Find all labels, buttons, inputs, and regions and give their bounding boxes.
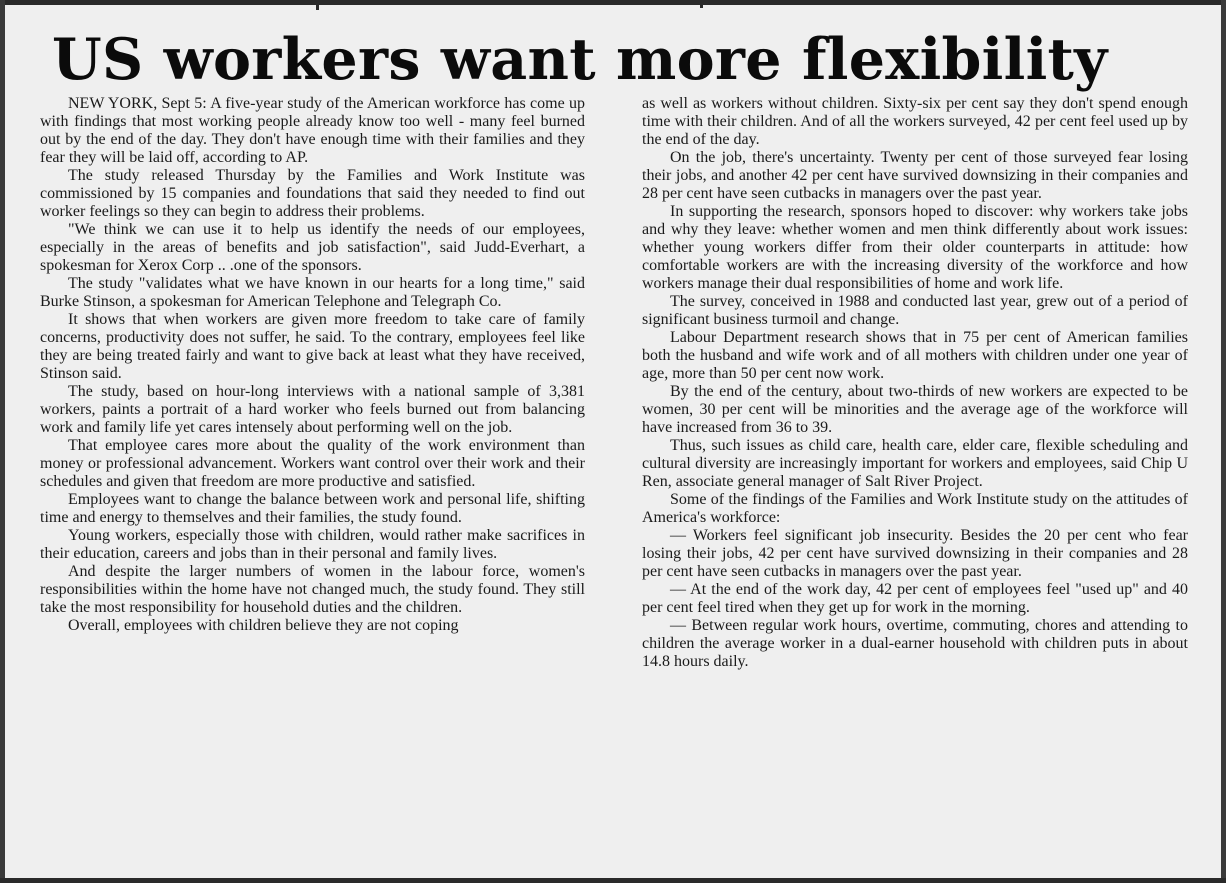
article-paragraph: The study, based on hour-long interviews with a national sample of 3,381 workers, paints a portrait of a hard worker who feels burned out from balancing work and family life yet cares intensely about performing well on the job. xyxy=(40,383,585,436)
top-border-rule xyxy=(0,0,1226,5)
article-paragraph: NEW YORK, Sept 5: A five-year study of the American workforce has come up with findings that most working people already know too well - many feel burned out by the end of the day. They don't have enough time with their families and they fear they will be laid off, according to AP. xyxy=(40,95,585,166)
finding-item: — Between regular work hours, overtime, commuting, chores and attending to children the average worker in a dual-earner household with children puts in about 14.8 hours daily. xyxy=(642,617,1188,670)
article-paragraph: By the end of the century, about two-thirds of new workers are expected to be women, 30 per cent will be minorities and the average age of the workforce will have increased from 36 to 39. xyxy=(642,383,1188,436)
article-paragraph: Overall, employees with children believe they are not coping xyxy=(68,617,459,634)
article-paragraph: as well as workers without children. Sixty-six per cent say they don't spend enough time with their children. And of all the workers surveyed, 42 per cent feel used up by the end of the day. xyxy=(642,95,1188,148)
article-paragraph: And despite the larger numbers of women in the labour force, women's responsibilities within the home have not changed much, the study found. They still take the most responsibility for household duties and the children. xyxy=(40,563,585,616)
top-border-tick xyxy=(700,0,703,8)
top-border-tick xyxy=(316,0,319,10)
article-paragraph: It shows that when workers are given more freedom to take care of family concerns, productivity does not suffer, he said. To the contrary, employees feel like they are being treated fairly and want to give back at least what they have received, Stinson said. xyxy=(40,311,585,382)
article-column-left xyxy=(40,95,585,635)
article-paragraph: Labour Department research shows that in 75 per cent of American families both the husband and wife work and of all mothers with children under one year of age, more than 50 per cent now work. xyxy=(642,329,1188,382)
article-paragraph: On the job, there's uncertainty. Twenty per cent of those surveyed fear losing their jobs, and another 42 per cent have survived downsizing in their companies and 28 per cent have seen cutbacks in managers over the past year. xyxy=(642,149,1188,202)
right-border-rule xyxy=(1221,0,1226,888)
article-paragraph: "We think we can use it to help us identify the needs of our employees, especially in the areas of benefits and job satisfaction", said Judd-Everhart, a spokesman for Xerox Corp .. .one of the sponsors. xyxy=(40,221,585,274)
article-headline: US workers want more flexibility xyxy=(52,26,1108,93)
article-paragraph: In supporting the research, sponsors hoped to discover: why workers take jobs and why they leave: whether women and men think differently about work issues: whether young workers differ from their older counterparts in attitude: how comfortable workers are with the increasing diversity of the workforce and how workers manage their dual responsibilities of home and work life. xyxy=(642,203,1188,292)
article-paragraph: Employees want to change the balance between work and personal life, shifting time and energy to themselves and their families, the study found. xyxy=(40,491,585,526)
left-border-rule xyxy=(0,0,5,888)
finding-item: — Workers feel significant job insecurity. Besides the 20 per cent who fear losing their jobs, 42 per cent have survived downsizing in their companies and 28 per cent have seen cutbacks in managers over the past year. xyxy=(642,527,1188,580)
article-paragraph: Thus, such issues as child care, health care, elder care, flexible scheduling and cultural diversity are increasingly important for workers and employees, said Chip U Ren, associate general manager of Salt River Project. xyxy=(642,437,1188,490)
finding-item: — At the end of the work day, 42 per cent of employees feel "used up" and 40 per cent feel tired when they get up for work in the morning. xyxy=(642,581,1188,616)
article-column-right xyxy=(642,95,1188,671)
article-paragraph: The study released Thursday by the Families and Work Institute was commissioned by 15 companies and foundations that said they needed to find out worker feelings so they can begin to address their problems. xyxy=(40,167,585,220)
article-paragraph: The study "validates what we have known in our hearts for a long time," said Burke Stinson, a spokesman for American Telephone and Telegraph Co. xyxy=(40,275,585,310)
article-paragraph: That employee cares more about the quality of the work environment than money or professional advancement. Workers want control over their work and their schedules and given that freedom are more productive and satisfied. xyxy=(40,437,585,490)
article-paragraph: The survey, conceived in 1988 and conducted last year, grew out of a period of significant business turmoil and change. xyxy=(642,293,1188,328)
bottom-margin-strip xyxy=(0,883,1226,888)
findings-intro: Some of the findings of the Families and Work Institute study on the attitudes of America's workforce: xyxy=(642,491,1188,526)
article-paragraph: Young workers, especially those with children, would rather make sacrifices in their education, careers and jobs than in their personal and family lives. xyxy=(40,527,585,562)
